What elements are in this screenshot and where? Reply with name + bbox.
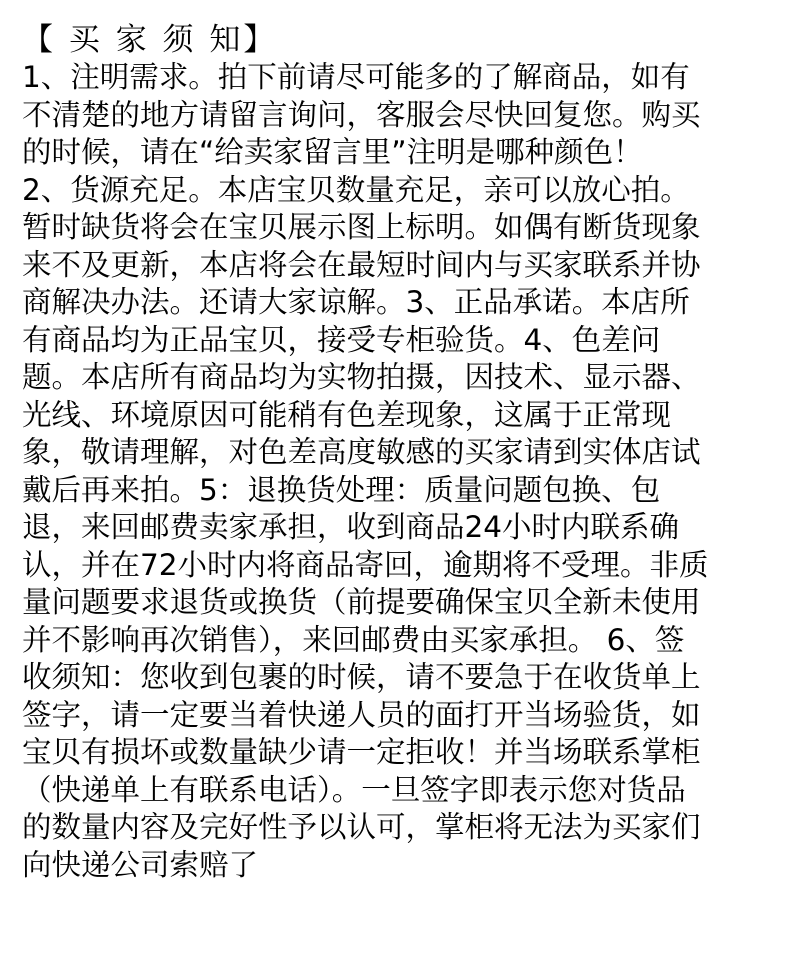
notice-line: 宝贝有损坏或数量缺少请一定拒收！并当场联系掌柜	[22, 735, 701, 769]
notice-line: 并不影响再次销售），来回邮费由买家承担。 6、签	[22, 622, 685, 657]
notice-line: 的时候，请在“给卖家留言里”注明是哪种颜色！	[22, 135, 643, 169]
notice-line: 向快递公司索赔了	[22, 847, 259, 882]
notice-line: 光线、环境原因可能稍有色差现象，这属于正常现	[22, 397, 672, 432]
notice-line: 退，来回邮费卖家承担，收到商品24小时内联系确	[22, 510, 680, 544]
notice-line: 1、注明需求。拍下前请尽可能多的了解商品，如有	[22, 60, 690, 94]
notice-title: 【 买 家 须 知】	[22, 22, 278, 58]
notice-line: 有商品均为正品宝贝，接受专柜验货。4、色差问	[22, 322, 661, 357]
buyer-notice	[22, 22, 770, 884]
notice-line: 暂时缺货将会在宝贝展示图上标明。如偶有断货现象	[22, 210, 701, 244]
notice-line: 收须知：您收到包裹的时候，请不要急于在收货单上	[22, 660, 701, 694]
notice-line: 不清楚的地方请留言询问，客服会尽快回复您。购买	[22, 97, 701, 132]
notice-line: 签字，请一定要当着快递人员的面打开当场验货，如	[22, 697, 701, 732]
notice-line: 象，敬请理解，对色差高度敏感的买家请到实体店试	[22, 435, 701, 469]
notice-line: （快递单上有联系电话）。一旦签字即表示您对货品	[22, 772, 686, 807]
notice-line: 量问题要求退货或换货（前提要确保宝贝全新未使用	[22, 585, 701, 619]
notice-line: 题。本店所有商品均为实物拍摄，因技术、显示器、	[22, 360, 701, 394]
notice-line: 商解决办法。还请大家谅解。3、正品承诺。本店所	[22, 285, 690, 319]
notice-line: 来不及更新，本店将会在最短时间内与买家联系并协	[22, 247, 701, 282]
notice-line: 的数量内容及完好性予以认可，掌柜将无法为买家们	[22, 810, 701, 844]
notice-line: 2、货源充足。本店宝贝数量充足，亲可以放心拍。	[22, 172, 690, 207]
notice-body	[22, 59, 770, 884]
notice-line: 认，并在72小时内将商品寄回，逾期将不受理。非质	[22, 547, 709, 582]
notice-line: 戴后再来拍。5：退换货处理：质量问题包换、包	[22, 472, 661, 507]
